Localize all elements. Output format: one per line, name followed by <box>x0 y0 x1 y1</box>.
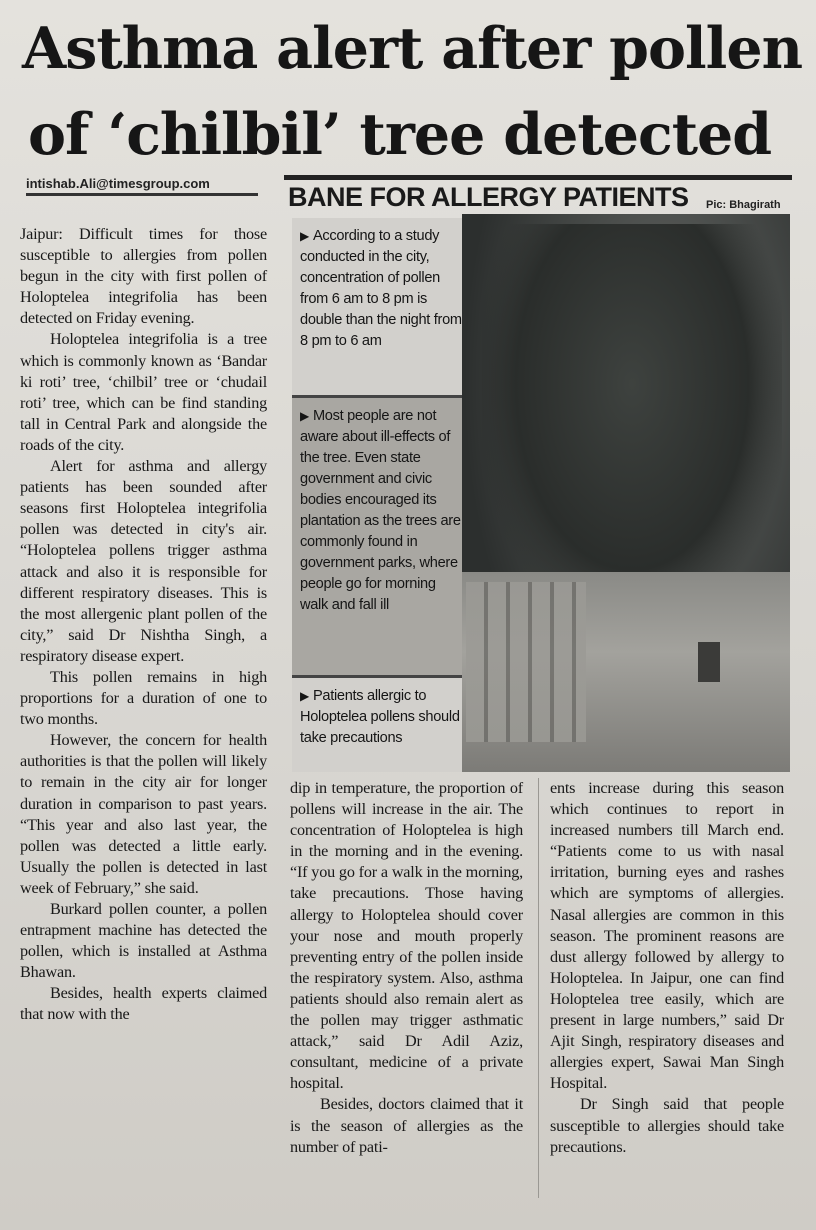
poster-wall <box>466 582 586 742</box>
paragraph: Besides, doctors claimed that it is the season of allergies as the number of pati- <box>290 1095 523 1156</box>
info-box-3 <box>292 678 462 772</box>
tree-photo <box>462 214 790 772</box>
paragraph: Holoptelea integrifolia is a tree which is commonly known as ‘Bandar ki roti’ tree, ‘chilbil’ tree or ‘chudail roti’ tree, which can be find standing tall in Central Park and alongside the roads of the city. <box>20 330 267 454</box>
info-box-3-text: Patients allergic to Holoptelea pollens should take precautions <box>300 688 460 746</box>
paragraph: Burkard pollen counter, a pollen entrapment machine has detected the pollen, which is installed at Asthma Bhawan. <box>20 900 267 982</box>
info-box-2-text: Most people are not aware about ill-effects of the tree. Even state government and civic bodies encouraged its plantation as the trees are commonly found in government parks, where people go for morning walk and fall ill <box>300 408 461 613</box>
building-window <box>698 642 720 682</box>
paragraph: dip in temperature, the proportion of pollens will increase in the air. The concentration of Holoptelea is high in the morning and in the evening. “If you go for a walk in the morning, take precautions. Those having allergy to Holoptelea should cover your nose and mouth properly preventing entry of the pollen inside the respiratory system. Also, asthma patients should also remain alert as the pollen may trigger asthmatic attack,” said Dr Adil Aziz, consultant, medicine of a private hospital. <box>290 779 523 1093</box>
paragraph: Alert for asthma and allergy patients has been sounded after seasons first Holoptelea integrifolia pollen was detected in city's air. “Holoptelea pollens trigger asthma attack and also it is responsible for different respiratory diseases. This is the most allergenic plant pollen of the city,” said Dr Nishtha Singh, a respiratory disease expert. <box>20 457 267 665</box>
column-divider <box>538 778 539 1198</box>
panel-top-rule <box>284 175 792 180</box>
triangle-right-icon: ▶ <box>300 409 309 423</box>
info-box-2 <box>292 398 462 678</box>
tree-canopy <box>482 224 782 624</box>
byline-email: intishab.Ali@timesgroup.com <box>26 176 258 196</box>
paragraph: Jaipur: Difficult times for those susceptible to allergies from pollen begun in the city with first pollen of Holoptelea integrifolia has been detected on Friday evening. <box>20 225 267 328</box>
headline-line-1: Asthma alert after pollen <box>22 15 803 82</box>
paragraph: This pollen remains in high proportions for a duration of one to two months. <box>20 667 267 729</box>
paragraph: ents increase during this season which continues to report in increased numbers till March end. “Patients come to us with nasal irritation, burning eyes and rashes which are symptoms of allergies. Nasal allergies are common in this season. The prominent reasons are dust allergy followed by allergy to Holoptelea. In Jaipur, one can find Holoptelea tree easily, which are present in large numbers,” said Dr Ajit Singh, respiratory diseases and allergies expert, Sawai Man Singh Hospital. <box>550 779 784 1093</box>
info-box-1-text: According to a study conducted in the city, concentration of pollen from 6 am to 8 pm is double than the night from 8 pm to 6 am <box>300 228 462 349</box>
paragraph: However, the concern for health authorities is that the pollen will likely to remain in the city air for longer duration in comparison to past years. “This year and also last year, the pollen was detected a little early. Usually the pollen is detected in last week of February,” she said. <box>20 731 267 897</box>
triangle-right-icon: ▶ <box>300 689 309 703</box>
paragraph: Besides, health experts claimed that now with the <box>20 984 267 1024</box>
article-column-1 <box>20 224 267 1026</box>
article-column-3 <box>550 778 784 1158</box>
panel-title: BANE FOR ALLERGY PATIENTS <box>288 182 689 212</box>
paragraph: Dr Singh said that people susceptible to allergies should take precautions. <box>550 1095 784 1156</box>
article-column-2 <box>290 778 523 1158</box>
triangle-right-icon: ▶ <box>300 229 309 243</box>
headline-line-2: of ‘chilbil’ tree detected <box>28 101 772 168</box>
headline <box>18 6 808 178</box>
photo-credit: Pic: Bhagirath <box>706 199 781 211</box>
info-box-1 <box>292 218 462 398</box>
